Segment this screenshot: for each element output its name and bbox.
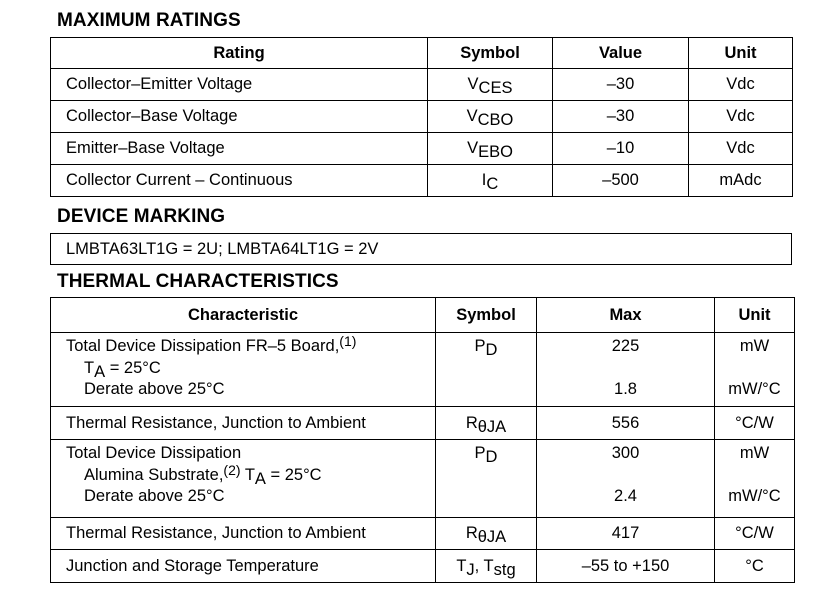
footnote-ref: (1) — [339, 333, 357, 349]
max-value: 300 — [611, 444, 640, 462]
symbol-subscript: D — [485, 448, 498, 466]
ta-symbol: T — [84, 358, 95, 377]
symbol-subscript: CBO — [477, 111, 514, 129]
value-cell: –30 — [553, 101, 689, 133]
symbol-cell — [436, 518, 537, 550]
derate-value: 2.4 — [614, 487, 637, 505]
symbol-main-2: T — [483, 556, 494, 575]
symbol-cell — [428, 133, 553, 165]
symbol-separator: , — [474, 556, 484, 575]
ta-value: = 25°C — [265, 465, 322, 484]
unit-cell: Vdc — [689, 133, 793, 165]
unit-cell: Vdc — [689, 69, 793, 101]
maximum-ratings-table — [50, 37, 793, 197]
symbol-cell — [436, 550, 537, 583]
condition-line — [66, 461, 435, 488]
table-row — [51, 69, 793, 101]
symbol-main: R — [465, 413, 478, 432]
symbol-column-header: Symbol — [436, 298, 537, 333]
characteristic-cell: Thermal Resistance, Junction to Ambient — [51, 518, 436, 550]
max-cell: 556 — [537, 407, 715, 440]
symbol-cell — [428, 165, 553, 197]
symbol-main: V — [467, 139, 479, 157]
footnote-ref: (2) — [223, 461, 241, 478]
value-cell: –500 — [553, 165, 689, 197]
unit-value: mW — [739, 444, 770, 462]
characteristic-cell: Thermal Resistance, Junction to Ambient — [51, 407, 436, 440]
thermal-characteristics-heading: THERMAL CHARACTERISTICS — [57, 271, 339, 292]
table-row — [51, 165, 793, 197]
derate-unit: mW/°C — [728, 380, 781, 398]
max-column-header: Max — [537, 298, 715, 333]
symbol-subscript: θJA — [477, 528, 507, 546]
value-cell: –10 — [553, 133, 689, 165]
derate-value: 1.8 — [614, 380, 637, 398]
value-column-header: Value — [553, 38, 689, 69]
symbol-main: R — [465, 524, 478, 542]
device-marking-text: LMBTA63LT1G = 2U; LMBTA64LT1G = 2V — [51, 234, 792, 265]
unit-cell: °C/W — [715, 518, 795, 550]
rating-cell: Collector–Emitter Voltage — [51, 69, 428, 101]
value-cell: –30 — [553, 69, 689, 101]
max-cell — [537, 440, 715, 518]
characteristic-line — [66, 333, 435, 358]
characteristic-cell — [51, 333, 436, 407]
max-cell: 417 — [537, 518, 715, 550]
table-row — [51, 440, 795, 518]
characteristic-cell — [51, 440, 436, 518]
symbol-cell — [428, 69, 553, 101]
unit-cell: °C/W — [715, 407, 795, 440]
unit-column-header: Unit — [715, 298, 795, 333]
symbol-subscript-2: stg — [493, 560, 516, 579]
ta-subscript: A — [254, 469, 266, 488]
derate-line: Derate above 25°C — [84, 487, 225, 505]
table-row — [51, 133, 793, 165]
symbol-cell — [436, 407, 537, 440]
symbol-subscript: θJA — [477, 417, 507, 436]
unit-cell — [715, 333, 795, 407]
maximum-ratings-heading: MAXIMUM RATINGS — [57, 10, 241, 31]
table-row — [51, 101, 793, 133]
symbol-cell — [428, 101, 553, 133]
table-row — [51, 518, 795, 550]
max-value: 225 — [611, 337, 640, 355]
unit-cell: °C — [715, 550, 795, 583]
symbol-subscript: EBO — [478, 143, 513, 161]
symbol-subscript: C — [486, 175, 499, 193]
derate-line: Derate above 25°C — [84, 380, 225, 398]
unit-cell — [715, 440, 795, 518]
characteristic-text: Total Device Dissipation FR–5 Board, — [66, 337, 340, 355]
symbol-main: V — [467, 75, 479, 93]
table-row — [51, 333, 795, 407]
rating-cell: Collector–Base Voltage — [51, 101, 428, 133]
rating-cell: Collector Current – Continuous — [51, 165, 428, 197]
characteristic-column-header: Characteristic — [51, 298, 436, 333]
unit-cell: mAdc — [689, 165, 793, 197]
device-marking-table — [50, 233, 792, 265]
symbol-subscript: D — [485, 341, 498, 359]
table-row — [51, 407, 795, 440]
unit-cell: Vdc — [689, 101, 793, 133]
derate-unit: mW/°C — [728, 487, 781, 505]
table-row — [51, 550, 795, 583]
symbol-main: P — [474, 444, 486, 462]
unit-value: mW — [739, 337, 770, 355]
symbol-subscript: CES — [478, 79, 513, 97]
max-cell — [537, 333, 715, 407]
table-row — [51, 234, 792, 265]
substrate-text: Alumina Substrate, — [84, 465, 224, 484]
symbol-main: T — [456, 556, 467, 575]
thermal-characteristics-table — [50, 297, 795, 583]
max-cell: –55 to +150 — [537, 550, 715, 583]
rating-cell: Emitter–Base Voltage — [51, 133, 428, 165]
symbol-cell — [436, 440, 537, 518]
ta-value: = 25°C — [105, 358, 161, 377]
rating-column-header: Rating — [51, 38, 428, 69]
symbol-subscript: J — [466, 560, 475, 579]
condition-line — [66, 358, 435, 380]
symbol-cell — [436, 333, 537, 407]
table-header-row — [51, 38, 793, 69]
unit-column-header: Unit — [689, 38, 793, 69]
table-header-row — [51, 298, 795, 333]
characteristic-line: Total Device Dissipation — [66, 444, 242, 462]
symbol-main: I — [481, 171, 487, 189]
ta-subscript: A — [94, 362, 106, 381]
symbol-column-header: Symbol — [428, 38, 553, 69]
symbol-main: V — [466, 107, 478, 125]
ta-symbol: T — [240, 465, 255, 484]
device-marking-heading: DEVICE MARKING — [57, 206, 226, 227]
characteristic-cell: Junction and Storage Temperature — [51, 550, 436, 583]
symbol-main: P — [474, 337, 486, 355]
